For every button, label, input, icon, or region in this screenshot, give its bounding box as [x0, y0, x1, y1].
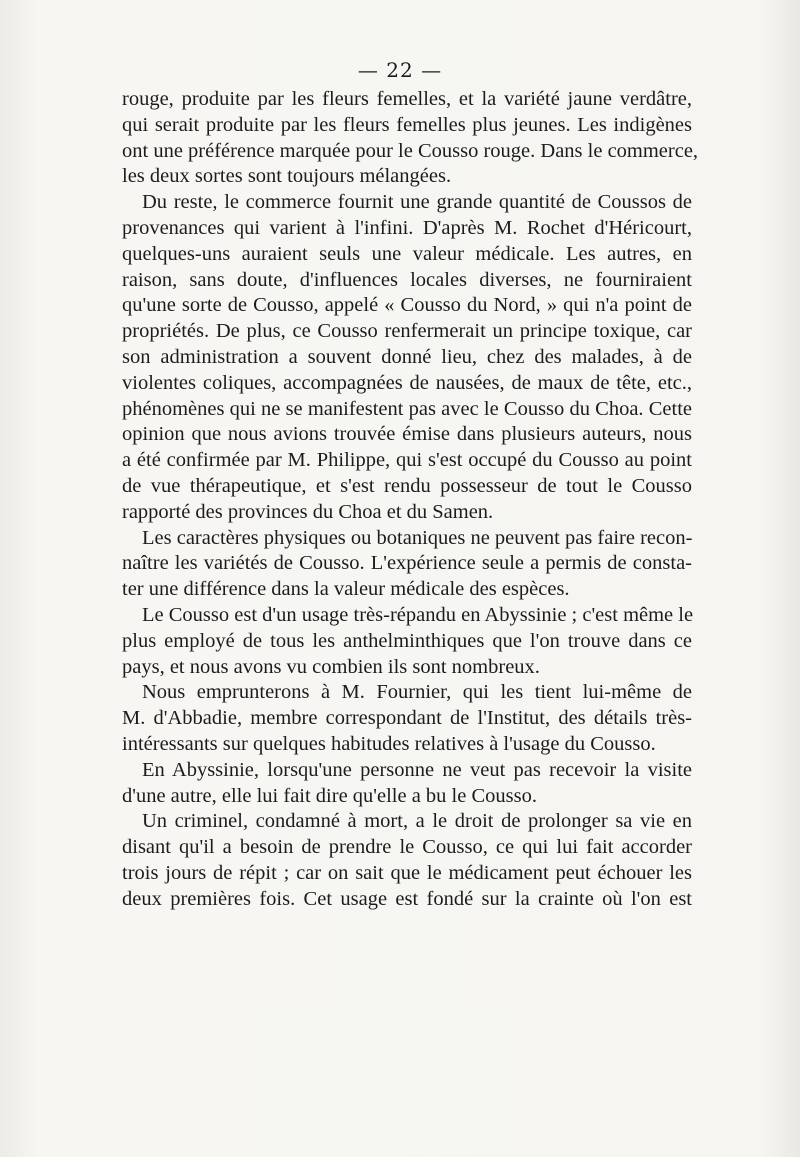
text-line: d'une autre, elle lui fait dire qu'elle a bu le Cousso.	[122, 784, 537, 807]
text-line: propriétés. De plus, ce Cousso renfermerait un principe toxique, car	[122, 320, 692, 343]
text-line: plus employé de tous les anthelminthiques que l'on trouve dans ce	[122, 629, 692, 652]
text-line: opinion que nous avions trouvée émise dans plusieurs auteurs, nous	[122, 423, 692, 446]
text-line: violentes coliques, accompagnées de nausées, de maux de tête, etc.,	[122, 371, 692, 394]
text-line: rapporté des provinces du Choa et du Samen.	[122, 500, 494, 523]
text-line: ont une préférence marquée pour le Cousso rouge. Dans le commerce,	[122, 139, 699, 162]
text-line: son administration a souvent donné lieu, chez des malades, à de	[122, 345, 692, 368]
text-line: qui serait produite par les fleurs femelles plus jeunes. Les indigènes	[122, 113, 692, 136]
text-line: raison, sans doute, d'influences locales diverses, ne fourniraient	[122, 268, 692, 291]
text-line: de vue thérapeutique, et s'est rendu possesseur de tout le Cousso	[122, 474, 692, 497]
paragraph	[122, 680, 692, 757]
paragraph	[122, 758, 692, 810]
text-line: trois jours de répit ; car on sait que le médicament peut échouer les	[122, 861, 692, 884]
text-line: les deux sortes sont toujours mélangées.	[122, 165, 452, 188]
text-line: Du reste, le commerce fournit une grande quantité de Coussos de	[142, 191, 692, 214]
text-line: intéressants sur quelques habitudes relatives à l'usage du Cousso.	[122, 732, 656, 755]
paragraph	[122, 87, 699, 190]
page-number: — 22 —	[357, 58, 443, 82]
text-line: rouge, produite par les fleurs femelles, et la variété jaune verdâtre,	[122, 88, 692, 110]
text-line: disant qu'il a besoin de prendre le Cousso, ce qui lui fait accorder	[122, 836, 692, 859]
text-line: provenances qui varient à l'infini. D'après M. Rochet d'Héricourt,	[122, 216, 692, 239]
paragraph	[122, 190, 692, 525]
text-line: quelques-uns auraient seuls une valeur médicale. Les autres, en	[122, 242, 692, 265]
paragraph	[122, 809, 692, 912]
text-line: phénomènes qui ne se manifestent pas avec le Cousso du Choa. Cette	[122, 397, 692, 420]
text-line: M. d'Abbadie, membre correspondant de l'Institut, des détails très-	[122, 707, 692, 730]
text-line: qu'une sorte de Cousso, appelé « Cousso du Nord, » qui n'a point de	[122, 294, 692, 317]
text-line: En Abyssinie, lorsqu'une personne ne veut pas recevoir la visite	[142, 758, 692, 781]
text-line: Un criminel, condamné à mort, a le droit de prolonger sa vie en	[142, 810, 692, 833]
paragraph	[122, 526, 692, 603]
text-line: pays, et nous avons vu combien ils sont nombreux.	[122, 655, 540, 678]
text-line: Nous emprunterons à M. Fournier, qui les tient lui-même de	[142, 681, 692, 704]
paragraph	[122, 603, 692, 680]
text-line: a été confirmée par M. Philippe, qui s'est occupé du Cousso au point	[122, 449, 692, 472]
text-line: ter une différence dans la valeur médicale des espèces.	[122, 578, 570, 601]
text-line: naître les variétés de Cousso. L'expérience seule a permis de consta-	[122, 552, 692, 575]
page-body-text	[122, 87, 699, 913]
text-line: Le Cousso est d'un usage très-répandu en Abyssinie ; c'est même le	[142, 603, 694, 626]
text-line: Les caractères physiques ou botaniques ne peuvent pas faire recon-	[142, 526, 693, 549]
text-line: deux premières fois. Cet usage est fondé sur la crainte où l'on est	[122, 887, 692, 910]
